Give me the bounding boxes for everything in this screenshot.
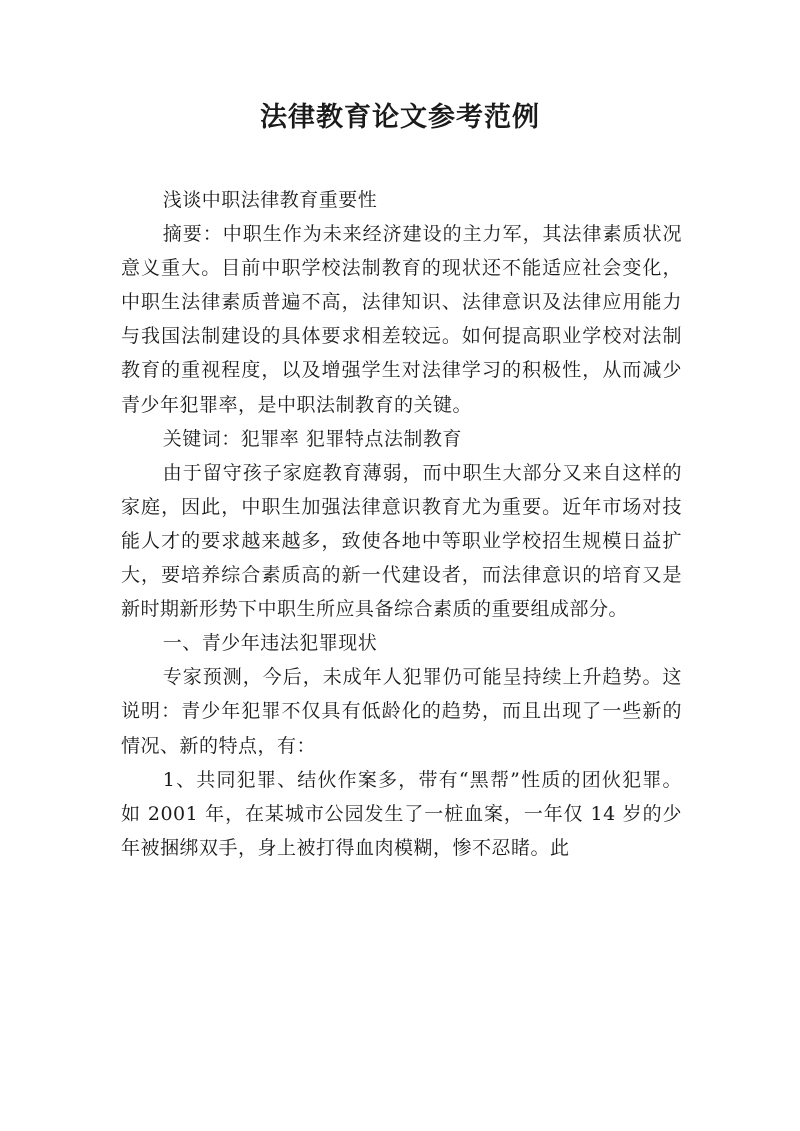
body-paragraph: 专家预测，今后，未成年人犯罪仍可能呈持续上升趋势。这说明：青少年犯罪不仅具有低龄化的趋势，而且出现了一些新的情况、新的特点，有： [121,666,682,757]
document-body [121,183,682,865]
abstract-paragraph: 摘要：中职生作为未来经济建设的主力军，其法律素质状况意义重大。目前中职学校法制教育的现状还不能适应社会变化，中职生法律素质普遍不高，法律知识、法律意识及法律应用能力与我国法制建设的具体要求相差较远。如何提高职业学校对法制教育的重视程度，以及增强学生对法律学习的积极性，从而减少青少年犯罪率，是中职法制教育的关键。 [121,223,682,416]
keywords-paragraph: 关键词：犯罪率 犯罪特点法制教育 [162,427,462,450]
body-paragraph: 由于留守孩子家庭教育薄弱，而中职生大部分又来自这样的家庭，因此，中职生加强法律意识教育尤为重要。近年市场对技能人才的要求越来越多，致使各地中等职业学校招生规模日益扩大，要培养综合素质高的新一代建设者，而法律意识的培育又是新时期新形势下中职生所应具备综合素质的重要组成部分。 [121,461,682,621]
body-paragraph: 1、共同犯罪、结伙作案多，带有“黑帮”性质的团伙犯罪。如 2001 年，在某城市公园发生了一桩血案，一年仅 14 岁的少年被捆绑双手，身上被打得血肉模糊，惨不忍睹。此 [121,768,682,859]
section-heading: 一、青少年违法犯罪现状 [162,632,378,655]
document-title: 法律教育论文参考范例 [260,102,540,133]
article-subtitle: 浅谈中职法律教育重要性 [162,189,378,211]
